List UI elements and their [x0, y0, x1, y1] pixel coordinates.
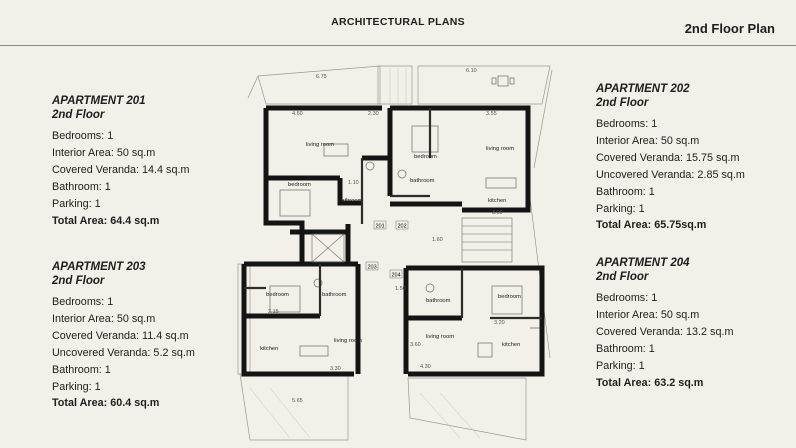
room-label-bedroom: bedroom	[266, 292, 289, 298]
spec-bathroom: Bathroom: 1	[52, 363, 111, 376]
spec-covered-veranda: Covered Veranda: 15.75 sq.m	[596, 151, 740, 164]
spec-interior-area: Interior Area: 50 sq.m	[596, 308, 700, 321]
room-label-bedroom: bedroom	[414, 154, 437, 160]
apartment-204-info	[596, 257, 733, 391]
dimension-label: 3.60	[410, 342, 421, 348]
dimension-label: 3.00	[492, 210, 503, 216]
plan-outline	[238, 66, 552, 440]
unit-tag: 204	[391, 272, 401, 279]
spec-interior-area: Interior Area: 50 sq.m	[52, 312, 156, 325]
spec-total-area: Total Area: 65.75sq.m	[596, 219, 707, 232]
unit-tags	[366, 221, 408, 279]
dimension-label: 1.10	[348, 180, 359, 186]
dimension-label: 5.65	[292, 398, 303, 404]
spec-bathroom: Bathroom: 1	[596, 185, 655, 198]
dimension-label: 4.60	[292, 111, 303, 117]
room-label-bathroom: bathroom	[338, 198, 363, 204]
apartment-201-info	[52, 95, 189, 229]
spec-bathroom: Bathroom: 1	[596, 342, 655, 355]
dimension-label: 6.75	[316, 74, 327, 80]
dimension-label: 1.60	[432, 237, 443, 243]
spec-covered-veranda: Covered Veranda: 14.4 sq.m	[52, 163, 190, 176]
unit-tag: 201	[375, 223, 385, 230]
room-label-kitchen: kitchen	[502, 342, 521, 348]
room-label-living-room: living room	[426, 334, 455, 340]
room-label-living-room: living room	[486, 146, 515, 152]
spec-parking: Parking: 1	[596, 202, 645, 215]
spec-bedrooms: Bedrooms: 1	[52, 130, 114, 142]
spec-total-area: Total Area: 64.4 sq.m	[52, 214, 160, 227]
spec-parking: Parking: 1	[52, 380, 101, 393]
room-label-bathroom: bathroom	[426, 298, 451, 304]
dimension-label: 3.20	[494, 320, 505, 326]
stair-core	[312, 218, 512, 262]
spec-total-area: Total Area: 63.2 sq.m	[596, 376, 704, 389]
spec-interior-area: Interior Area: 50 sq.m	[52, 146, 156, 159]
apartment-floor: 2nd Floor	[52, 274, 105, 287]
unit-tag: 202	[397, 223, 407, 230]
room-label-living-room: living room	[334, 338, 363, 344]
apartment-floor: 2nd Floor	[596, 270, 649, 283]
veranda-hatching	[250, 68, 480, 438]
page-header-title: ARCHITECTURAL PLANS	[331, 16, 465, 28]
spec-bedrooms: Bedrooms: 1	[52, 296, 114, 308]
apartment-floor: 2nd Floor	[52, 108, 105, 121]
apartment-203-info	[52, 261, 195, 412]
apartment-name: APARTMENT 204	[596, 257, 690, 269]
dimension-label: 2.15	[268, 309, 279, 315]
spec-bedrooms: Bedrooms: 1	[596, 118, 658, 130]
dimension-label: 2.30	[368, 111, 379, 117]
spec-uncovered-veranda: Uncovered Veranda: 5.2 sq.m	[52, 346, 195, 359]
dimension-label: 3.55	[486, 111, 497, 117]
floor-plan-drawing	[230, 58, 560, 444]
dimension-label: 1.50	[395, 286, 406, 292]
dimension-label: 6.10	[466, 68, 477, 74]
room-label-bedroom: bedroom	[498, 294, 521, 300]
dimension-label: 4.30	[420, 364, 431, 370]
spec-bathroom: Bathroom: 1	[52, 180, 111, 193]
dimension-label: 3.30	[330, 366, 341, 372]
room-label-bedroom: bedroom	[288, 182, 311, 188]
spec-bedrooms: Bedrooms: 1	[596, 292, 658, 304]
apartment-name: APARTMENT 203	[52, 261, 146, 273]
apartment-name: APARTMENT 202	[596, 83, 690, 95]
spec-parking: Parking: 1	[596, 359, 645, 372]
spec-covered-veranda: Covered Veranda: 13.2 sq.m	[596, 325, 734, 338]
apartment-name: APARTMENT 201	[52, 95, 146, 107]
spec-parking: Parking: 1	[52, 197, 101, 210]
spec-interior-area: Interior Area: 50 sq.m	[596, 134, 700, 147]
room-label-bathroom: bathroom	[322, 292, 347, 298]
room-label-bathroom: bathroom	[410, 178, 435, 184]
spec-uncovered-veranda: Uncovered Veranda: 2.85 sq.m	[596, 168, 745, 181]
apartment-202-info	[596, 83, 745, 234]
spec-total-area: Total Area: 60.4 sq.m	[52, 397, 160, 410]
room-label-kitchen: kitchen	[260, 346, 279, 352]
spec-covered-veranda: Covered Veranda: 11.4 sq.m	[52, 329, 189, 342]
room-label-kitchen: kitchen	[488, 198, 507, 204]
room-label-living-room: living room	[306, 142, 335, 148]
header-divider	[0, 45, 796, 46]
unit-tag: 203	[367, 264, 377, 271]
floor-plan-title: 2nd Floor Plan	[684, 21, 775, 36]
apartment-floor: 2nd Floor	[596, 96, 649, 109]
